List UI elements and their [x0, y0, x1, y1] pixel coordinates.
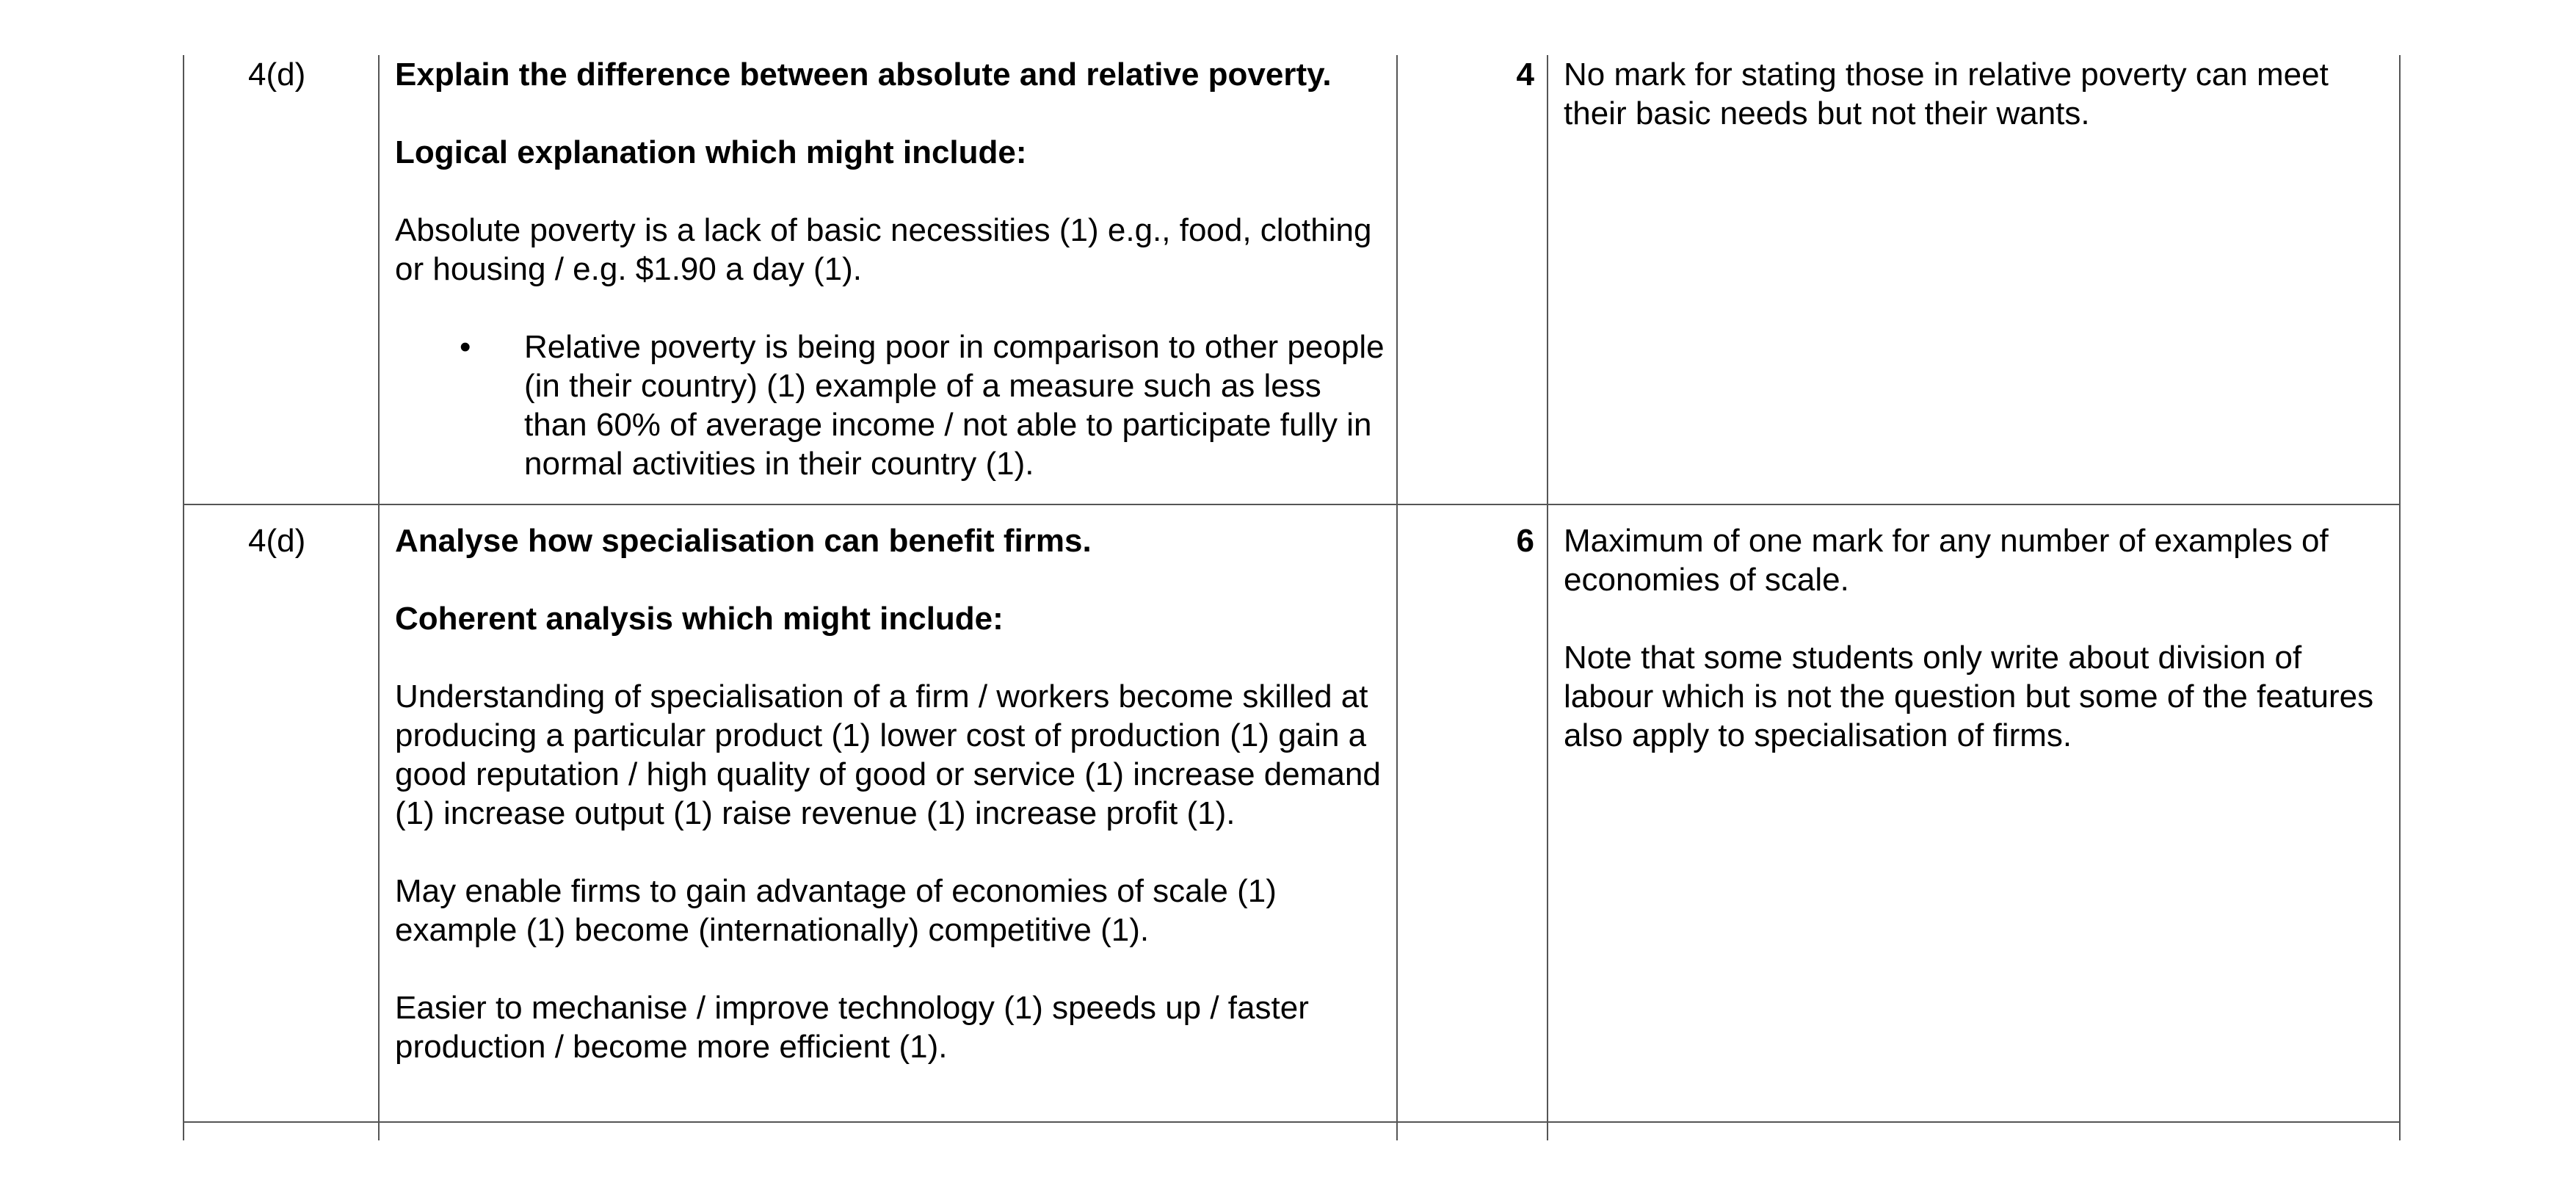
answer-point: May enable firms to gain advantage of economies of scale (1) example (1) become (internationally) competitive (1).	[395, 873, 1277, 948]
answer-point: Easier to mechanise / improve technology (1) speeds up / faster production / become more efficient (1).	[395, 990, 1309, 1065]
answer-point: Understanding of specialisation of a firm / workers become skilled at producing a particular product (1) lower cost of production (1) gain a good reputation / high quality of good or service (1) increase demand (1) increase output (1) raise revenue (1) increase profit (1).	[395, 679, 1381, 831]
bullet-text: Relative poverty is being poor in comparison to other people (in their country) (1) example of a measure such as less than 60% of average income / not able to participate fully in normal activities in their country (1).	[524, 329, 1385, 482]
question-number: 4(d)	[248, 523, 306, 559]
answer-cell	[395, 55, 1386, 483]
column-divider-question	[378, 55, 380, 1140]
column-divider-answer	[1396, 55, 1398, 1140]
marks-value: 6	[1516, 523, 1534, 559]
question-prompt: Explain the difference between absolute and relative poverty.	[395, 57, 1332, 93]
table-border-left	[183, 55, 184, 1140]
column-divider-marks	[1547, 55, 1548, 1140]
answer-cell	[395, 521, 1386, 1066]
bullet-dot-icon: •	[460, 329, 471, 365]
question-number: 4(d)	[248, 57, 306, 93]
question-prompt: Analyse how specialisation can benefit firms.	[395, 523, 1092, 559]
guidance-note: Note that some students only write about division of labour which is not the question but some of the features also apply to specialisation of firms.	[1564, 640, 2374, 753]
answer-subheading: Logical explanation which might include:	[395, 134, 1027, 170]
row-divider-2	[183, 1121, 2401, 1123]
row-divider-1	[183, 504, 2401, 505]
guidance-note: No mark for stating those in relative poverty can meet their basic needs but not their wants.	[1564, 57, 2329, 131]
guidance-cell	[1564, 521, 2386, 755]
bullet-item	[395, 328, 1386, 483]
table-border-right	[2399, 55, 2401, 1140]
guidance-cell	[1564, 55, 2386, 133]
marks-value: 4	[1516, 57, 1534, 93]
answer-point: Absolute poverty is a lack of basic necessities (1) e.g., food, clothing or housing / e.g. $1.90 a day (1).	[395, 212, 1372, 287]
guidance-note: Maximum of one mark for any number of examples of economies of scale.	[1564, 523, 2329, 598]
answer-subheading: Coherent analysis which might include:	[395, 601, 1004, 637]
